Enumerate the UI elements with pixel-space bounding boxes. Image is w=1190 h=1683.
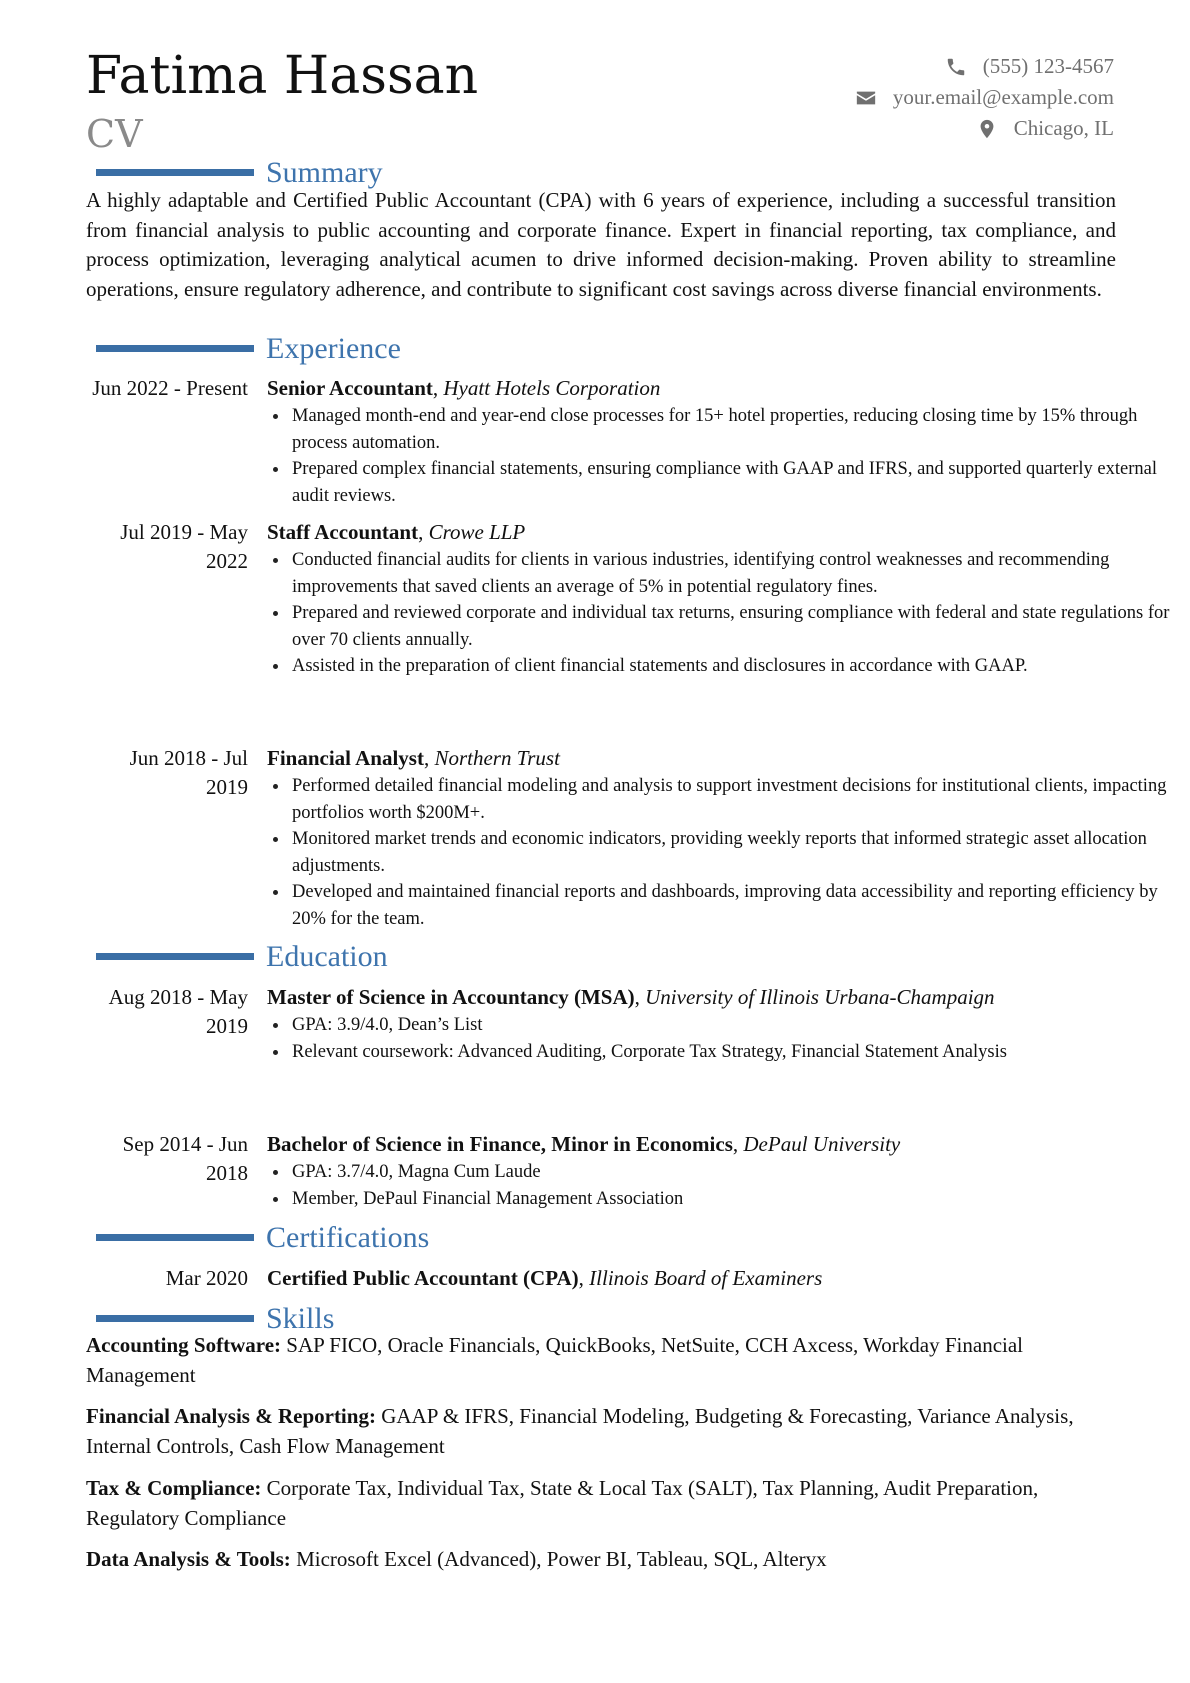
entry-date: Sep 2014 - Jun 2018 — [122, 1132, 248, 1185]
list-item: Assisted in the preparation of client financial statements and disclosures in accordance with GAAP. — [267, 653, 1187, 680]
entry-heading: Staff Accountant, Crowe LLP — [267, 520, 526, 544]
entry-heading: Financial Analyst, Northern Trust — [267, 746, 560, 770]
section-accent-bar — [96, 169, 254, 176]
skill-value: GAAP & IFRS, Financial Modeling, Budgeting & Forecasting, Variance Analysis, Internal Controls, Cash Flow Management — [86, 1404, 1074, 1458]
list-item: Performed detailed financial modeling and analysis to support investment decisions for institutional clients, impacting portfolios worth $200M+. — [267, 773, 1187, 826]
list-item: GPA: 3.7/4.0, Magna Cum Laude — [267, 1159, 1187, 1186]
skill-row — [86, 1402, 1106, 1461]
section-title: Skills — [266, 1302, 335, 1335]
job-title: Staff Accountant — [267, 520, 419, 544]
list-item: Developed and maintained financial reports and dashboards, improving data accessibility and reporting efficiency by 20% for the team. — [267, 879, 1187, 932]
contact-location — [853, 113, 1114, 144]
list-item: Prepared complex financial statements, ensuring compliance with GAAP and IFRS, and supported quarterly external audit reviews. — [267, 456, 1187, 509]
list-item: GPA: 3.9/4.0, Dean’s List — [267, 1012, 1187, 1039]
section-accent-bar — [96, 953, 254, 960]
map-marker-icon — [974, 118, 1000, 140]
entry-heading: Bachelor of Science in Finance, Minor in Economics, DePaul University — [267, 1132, 901, 1156]
entry-date: Jun 2018 - Jul 2019 — [129, 746, 248, 799]
bullet-list — [267, 547, 1187, 680]
list-item: Prepared and reviewed corporate and individual tax returns, ensuring compliance with federal and state regulations for over 70 clients annually. — [267, 600, 1187, 653]
section-accent-bar — [96, 1234, 254, 1241]
section-accent-bar — [96, 345, 254, 352]
contact-block — [853, 51, 1114, 144]
skill-value: Corporate Tax, Individual Tax, State & Local Tax (SALT), Tax Planning, Audit Preparation, Regulatory Compliance — [86, 1476, 1039, 1530]
job-title: Senior Accountant — [267, 376, 433, 400]
employer: Crowe LLP — [428, 520, 526, 544]
skill-row — [86, 1545, 1106, 1575]
skill-label: Financial Analysis & Reporting: — [86, 1404, 376, 1428]
summary-text: A highly adaptable and Certified Public Accountant (CPA) with 6 years of experience, including a successful transition from financial analysis to public accounting and corporate finance. Expert in financial reporting, tax compliance, and process optimization, leveraging analytical acumen to drive informed decision-making. Proven ability to streamline operations, ensure regulatory adherence, and contribute to significant cost savings across diverse financial environments. — [86, 188, 1116, 301]
entry-date: Mar 2020 — [165, 1266, 248, 1290]
phone-icon — [943, 56, 969, 78]
skill-row — [86, 1474, 1106, 1533]
skill-value: Microsoft Excel (Advanced), Power BI, Tableau, SQL, Alteryx — [290, 1547, 827, 1571]
section-title: Experience — [266, 332, 401, 365]
bullet-list — [267, 773, 1187, 932]
entry-heading: Certified Public Accountant (CPA), Illinois Board of Examiners — [267, 1266, 823, 1290]
bullet-list — [267, 1012, 1187, 1065]
degree: Master of Science in Accountancy (MSA) — [267, 985, 635, 1009]
list-item: Conducted financial audits for clients in various industries, identifying control weaknesses and recommending improvements that saved clients an average of 5% in potential regulatory fines. — [267, 547, 1187, 600]
phone-text[interactable]: (555) 123-4567 — [982, 54, 1114, 78]
section-title: Summary — [266, 156, 383, 189]
entry-date: Jul 2019 - May 2022 — [120, 520, 248, 573]
degree: Bachelor of Science in Finance, Minor in Economics — [267, 1132, 733, 1156]
candidate-name: Fatima Hassan — [86, 46, 479, 106]
list-item: Member, DePaul Financial Management Association — [267, 1186, 1187, 1213]
location-text: Chicago, IL — [1013, 116, 1114, 140]
bullet-list — [267, 403, 1187, 509]
section-accent-bar — [96, 1315, 254, 1322]
employer: Northern Trust — [434, 746, 560, 770]
skill-value: SAP FICO, Oracle Financials, QuickBooks, NetSuite, CCH Axcess, Workday Financial Management — [86, 1333, 1024, 1387]
skill-label: Accounting Software: — [86, 1333, 282, 1357]
list-item: Relevant coursework: Advanced Auditing, Corporate Tax Strategy, Financial Statement Analysis — [267, 1039, 1187, 1066]
school: DePaul University — [743, 1132, 901, 1156]
envelope-icon — [853, 87, 879, 109]
document-subtitle: CV — [86, 112, 143, 156]
contact-phone — [853, 51, 1114, 82]
skill-row — [86, 1331, 1106, 1390]
bullet-list — [267, 1159, 1187, 1212]
skill-label: Data Analysis & Tools: — [86, 1547, 291, 1571]
entry-heading: Senior Accountant, Hyatt Hotels Corporation — [267, 376, 661, 400]
list-item: Monitored market trends and economic indicators, providing weekly reports that informed strategic asset allocation adjustments. — [267, 826, 1187, 879]
entry-heading: Master of Science in Accountancy (MSA), University of Illinois Urbana-Champaign — [267, 985, 995, 1009]
section-title: Certifications — [266, 1221, 430, 1254]
school: University of Illinois Urbana-Champaign — [645, 985, 995, 1009]
email-link[interactable]: your.email@example.com — [892, 85, 1114, 109]
skill-label: Tax & Compliance: — [86, 1476, 262, 1500]
entry-date: Aug 2018 - May 2019 — [108, 985, 248, 1038]
section-title: Education — [266, 940, 388, 973]
issuer: Illinois Board of Examiners — [589, 1266, 823, 1290]
certification-name: Certified Public Accountant (CPA) — [267, 1266, 579, 1290]
employer: Hyatt Hotels Corporation — [443, 376, 661, 400]
list-item: Managed month-end and year-end close processes for 15+ hotel properties, reducing closing time by 15% through process automation. — [267, 403, 1187, 456]
entry-date: Jun 2022 - Present — [92, 376, 248, 400]
contact-email — [853, 82, 1114, 113]
job-title: Financial Analyst — [267, 746, 424, 770]
